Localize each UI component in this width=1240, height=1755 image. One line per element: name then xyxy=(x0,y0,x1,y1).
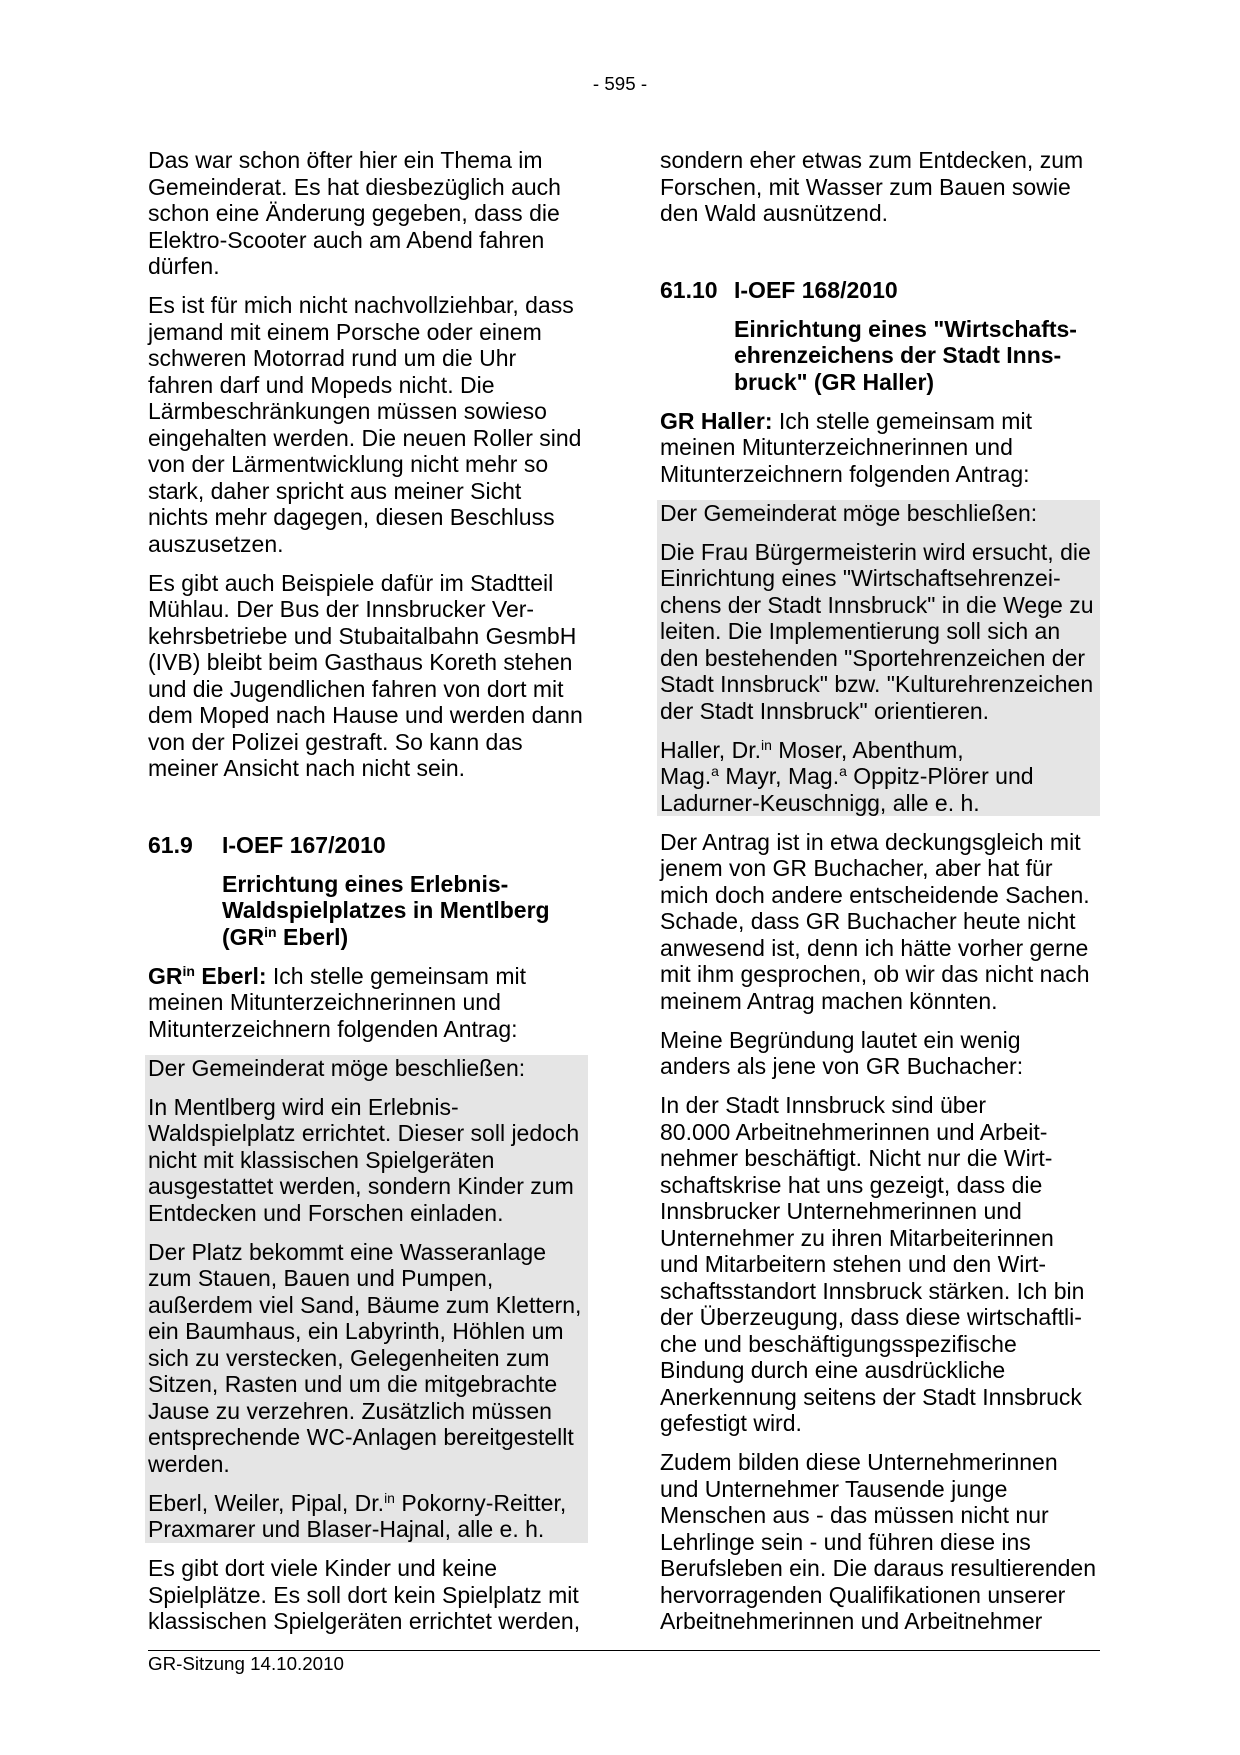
text-run: Ich stelle gemeinsam mit xyxy=(266,962,527,989)
superscript: in xyxy=(384,1489,395,1506)
paragraph xyxy=(148,292,591,557)
motion-line: werden. xyxy=(148,1450,230,1477)
text-run: GR xyxy=(148,962,183,989)
paragraph-line: den Wald ausnützend. xyxy=(660,200,889,226)
paragraph-line: Innsbrucker Unternehmerinnen und xyxy=(660,1198,1022,1224)
motion-line: Der Gemeinderat möge beschließen: xyxy=(660,499,1038,526)
motion-line: Praxmarer und Blaser-Hajnal, alle e. h. xyxy=(148,1516,545,1542)
motion-paragraph xyxy=(660,737,1100,817)
motion-line xyxy=(148,1490,588,1517)
text-run: Haller, Dr. xyxy=(660,736,761,763)
motion-line: Jause zu verzehren. Zusätzlich müssen xyxy=(148,1397,552,1424)
paragraph-line: Zudem bilden diese Unternehmerinnen xyxy=(660,1449,1058,1475)
paragraph-line: Meine Begründung lautet ein wenig xyxy=(660,1026,1021,1053)
motion-paragraph xyxy=(148,1239,588,1478)
column-left xyxy=(148,147,591,1647)
paragraph-line: Es ist für mich nicht nachvollziehbar, dass xyxy=(148,292,574,318)
paragraph-line: meinen Mitunterzeichnerinnen und xyxy=(148,989,501,1015)
paragraph-line: hervorragenden Qualifikationen unserer xyxy=(660,1581,1066,1608)
column-right xyxy=(660,147,1103,1647)
paragraph-line: anders als jene von GR Buchacher: xyxy=(660,1053,1024,1079)
paragraph xyxy=(148,570,591,782)
paragraph-line: kehrsbetriebe und Stubaitalbahn GesmbH xyxy=(148,622,577,649)
text-run: Ich stelle gemeinsam mit xyxy=(772,407,1032,434)
motion-line: Die Frau Bürgermeisterin wird ersucht, die xyxy=(660,538,1091,565)
paragraph-line: der Überzeugung, dass diese wirtschaftli- xyxy=(660,1304,1082,1330)
paragraph-line: meinem Antrag machen könnten. xyxy=(660,987,998,1014)
footer-rule xyxy=(148,1650,1100,1651)
motion-line: Einrichtung eines "Wirtschaftsehrenzei- xyxy=(660,565,1061,591)
paragraph-line: Lehrlinge sein - und führen diese ins xyxy=(660,1528,1031,1555)
text-run: Mag. xyxy=(660,763,712,789)
paragraph xyxy=(148,1555,591,1635)
motion-box xyxy=(657,500,1100,817)
paragraph xyxy=(660,1449,1103,1635)
paragraph-line: Anerkennung seitens der Stadt Innsbruck xyxy=(660,1383,1082,1410)
paragraph-line: stark, daher spricht aus meiner Sicht xyxy=(148,477,522,504)
section-code: I-OEF 168/2010 xyxy=(734,276,898,303)
superscript: in xyxy=(760,736,772,753)
paragraph-line: Gemeinderat. Es hat diesbezüglich auch xyxy=(148,173,561,200)
paragraph-line: mich doch andere entscheidende Sachen. xyxy=(660,881,1090,908)
section-code: I-OEF 167/2010 xyxy=(222,831,386,858)
motion-line: sich zu verstecken, Gelegenheiten zum xyxy=(148,1344,550,1371)
page-number: - 595 - xyxy=(592,73,648,94)
paragraph-line: fahren darf und Mopeds nicht. Die xyxy=(148,371,495,398)
text-run: GR Haller: xyxy=(660,407,773,434)
text-run: Eberl, Weiler, Pipal, Dr. xyxy=(148,1489,385,1516)
motion-line xyxy=(660,763,1100,790)
motion-line: Entdecken und Forschen einladen. xyxy=(148,1199,504,1226)
motion-paragraph xyxy=(148,1490,588,1543)
paragraph-line: Menschen aus - das müssen nicht nur xyxy=(660,1502,1049,1528)
paragraph-line: von der Polizei gestraft. So kann das xyxy=(148,728,523,755)
paragraph-line: Spielplätze. Es soll dort kein Spielplatz mit xyxy=(148,1581,579,1608)
motion-line: nicht mit klassischen Spielgeräten xyxy=(148,1146,495,1173)
text-run: (GR xyxy=(222,923,265,950)
section-title-line: ehrenzeichens der Stadt Inns- xyxy=(734,342,1062,368)
paragraph-line: Mitunterzeichnern folgenden Antrag: xyxy=(148,1015,518,1042)
section-title xyxy=(734,316,1103,396)
section-title xyxy=(222,871,591,951)
paragraph-line: meiner Ansicht nach nicht sein. xyxy=(148,755,466,781)
paragraph xyxy=(660,408,1103,488)
section-title-line: Einrichtung eines "Wirtschafts- xyxy=(734,315,1077,342)
paragraph-line: dürfen. xyxy=(148,253,220,279)
motion-line: den bestehenden "Sportehrenzeichen der xyxy=(660,644,1086,671)
paragraph xyxy=(660,1027,1103,1080)
paragraph-line: eingehalten werden. Die neuen Roller sind xyxy=(148,424,582,451)
paragraph-line: schon eine Änderung gegeben, dass die xyxy=(148,200,560,226)
paragraph-line: nichts mehr dagegen, diesen Beschluss xyxy=(148,504,555,530)
section-title-line: bruck" (GR Haller) xyxy=(734,368,935,395)
motion-line: Stadt Innsbruck" bzw. "Kulturehrenzeichen xyxy=(660,671,1094,697)
motion-line: Der Gemeinderat möge beschließen: xyxy=(148,1054,526,1081)
superscript: in xyxy=(182,962,195,979)
motion-line: Sitzen, Rasten und um die mitgebrachte xyxy=(148,1371,558,1397)
paragraph-line: Elektro-Scooter auch am Abend fahren xyxy=(148,226,545,253)
motion-line: ausgestattet werden, sondern Kinder zum xyxy=(148,1173,574,1199)
superscript: a xyxy=(839,763,847,779)
section-title-line xyxy=(222,924,591,951)
paragraph-line: Arbeitnehmerinnen und Arbeitnehmer xyxy=(660,1608,1043,1634)
paragraph-line: dem Moped nach Hause und werden dann xyxy=(148,702,583,728)
motion-paragraph xyxy=(660,539,1100,725)
paragraph-line: Es gibt auch Beispiele dafür im Stadtteil xyxy=(148,569,554,596)
paragraph-line: schaftsstandort Innsbruck stärken. Ich bin xyxy=(660,1277,1085,1304)
paragraph-line: (IVB) bleibt beim Gasthaus Koreth stehen xyxy=(148,649,573,675)
footer-text: GR-Sitzung 14.10.2010 xyxy=(148,1653,344,1674)
paragraph-line: und die Jugendlichen fahren von dort mit xyxy=(148,675,564,702)
motion-paragraph xyxy=(148,1094,588,1227)
paragraph-line: klassischen Spielgeräten errichtet werden, xyxy=(148,1608,581,1634)
paragraph-line: In der Stadt Innsbruck sind über xyxy=(660,1092,987,1118)
motion-box xyxy=(145,1055,588,1543)
paragraph-line: Es gibt dort viele Kinder und keine xyxy=(148,1555,498,1581)
paragraph-line: von der Lärmentwicklung nicht mehr so xyxy=(148,451,549,477)
paragraph xyxy=(660,829,1103,1015)
paragraph-line: anwesend ist, denn ich hätte vorher gerne xyxy=(660,934,1089,961)
text-run: Moser, Abenthum, xyxy=(771,736,964,763)
paragraph-line: schaftskrise hat uns gezeigt, dass die xyxy=(660,1171,1043,1198)
motion-line: leiten. Die Implementierung soll sich an xyxy=(660,618,1061,644)
paragraph xyxy=(660,147,1103,227)
paragraph-line xyxy=(660,408,1103,435)
paragraph-line: schweren Motorrad rund um die Uhr xyxy=(148,345,517,371)
paragraph-line: jenem von GR Buchacher, aber hat für xyxy=(660,855,1053,881)
motion-line: ein Baumhaus, ein Labyrinth, Höhlen um xyxy=(148,1318,564,1344)
section-heading xyxy=(660,277,1103,304)
motion-line: zum Stauen, Bauen und Pumpen, xyxy=(148,1265,494,1291)
text-run: Oppitz-Plörer und xyxy=(846,763,1034,789)
motion-line: entsprechende WC-Anlagen bereitgestellt xyxy=(148,1424,574,1450)
motion-line: der Stadt Innsbruck" orientieren. xyxy=(660,697,990,724)
motion-line: außerdem viel Sand, Bäume zum Klettern, xyxy=(148,1291,582,1318)
paragraph-line: Lärmbeschränkungen müssen sowieso xyxy=(148,398,547,424)
motion-paragraph xyxy=(660,500,1100,527)
motion-line: In Mentlberg wird ein Erlebnis- xyxy=(148,1093,459,1120)
text-run: Pokorny-Reitter, xyxy=(394,1489,567,1516)
paragraph-line: Bindung durch eine ausdrückliche xyxy=(660,1357,1006,1383)
paragraph-line: Mitunterzeichnern folgenden Antrag: xyxy=(660,460,1030,487)
superscript: a xyxy=(711,763,719,779)
paragraph-line: nehmer beschäftigt. Nicht nur die Wirt- xyxy=(660,1145,1053,1171)
paragraph-line: Unternehmer zu ihren Mitarbeiterinnen xyxy=(660,1224,1054,1251)
paragraph-line: Schade, dass GR Buchacher heute nicht xyxy=(660,908,1076,934)
paragraph-line: Forschen, mit Wasser zum Bauen sowie xyxy=(660,173,1071,200)
text-run: Eberl) xyxy=(276,923,349,950)
superscript: in xyxy=(264,923,277,940)
section-title-line: Waldspielplatzes in Mentlberg xyxy=(222,897,550,923)
motion-line xyxy=(660,737,1100,764)
section-title-line: Errichtung eines Erlebnis- xyxy=(222,870,509,897)
paragraph-line: mit ihm gesprochen, ob wir das nicht nach xyxy=(660,961,1090,987)
paragraph-line: sondern eher etwas zum Entdecken, zum xyxy=(660,147,1084,173)
paragraph-line: che und beschäftigungsspezifische xyxy=(660,1330,1017,1357)
paragraph-line: gefestigt wird. xyxy=(660,1410,802,1436)
paragraph-line: 80.000 Arbeitnehmerinnen und Arbeit- xyxy=(660,1118,1048,1145)
paragraph-line: Berufsleben ein. Die daraus resultierenden xyxy=(660,1555,1096,1581)
paragraph xyxy=(660,1092,1103,1437)
text-run: Eberl: xyxy=(194,962,267,989)
section-number: 61.9 xyxy=(148,831,193,858)
paragraph-line: Mühlau. Der Bus der Innsbrucker Ver- xyxy=(148,596,535,622)
motion-line: Waldspielplatz errichtet. Dieser soll jedoch xyxy=(148,1120,580,1146)
paragraph-line: auszusetzen. xyxy=(148,530,284,557)
motion-paragraph xyxy=(148,1055,588,1082)
paragraph xyxy=(148,147,591,280)
paragraph-line: Der Antrag ist in etwa deckungsgleich mit xyxy=(660,828,1081,855)
motion-line: chens der Stadt Innsbruck" in die Wege zu xyxy=(660,591,1094,618)
motion-line: Ladurner-Keuschnigg, alle e. h. xyxy=(660,789,980,816)
paragraph-line: Das war schon öfter hier ein Thema im xyxy=(148,147,543,173)
text-run: Mayr, Mag. xyxy=(718,763,840,789)
section-heading xyxy=(148,832,591,859)
paragraph xyxy=(148,963,591,1043)
paragraph-line xyxy=(148,963,591,990)
paragraph-line: jemand mit einem Porsche oder einem xyxy=(148,318,542,345)
motion-line: Der Platz bekommt eine Wasseranlage xyxy=(148,1238,546,1265)
paragraph-line: und Unternehmer Tausende junge xyxy=(660,1475,1008,1502)
paragraph-line: und Mitarbeitern stehen und den Wirt- xyxy=(660,1251,1047,1277)
section-number: 61.10 xyxy=(660,276,718,303)
paragraph-line: meinen Mitunterzeichnerinnen und xyxy=(660,434,1013,460)
